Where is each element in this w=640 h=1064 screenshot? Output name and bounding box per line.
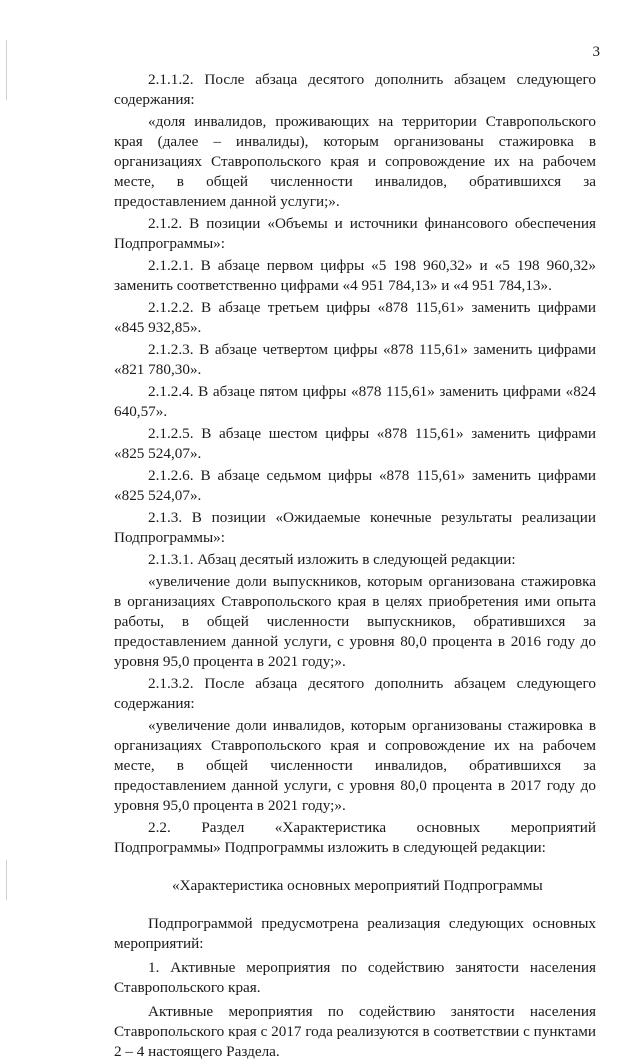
paragraph: «увеличение доли выпускников, которым организована стажировка в организациях Ставропольского края в целях приобретения ими опыта работы, в общей численности выпускников, обратившихся за предоставлением данной услуги, с уровня 80,0 процента в 2016 году до уровня 95,0 процента в 2021 году;». [114,573,596,670]
paragraph: 2.1.2.2. В абзаце третьем цифры «878 115,61» заменить цифрами «845 932,85». [114,299,596,336]
paragraph: 2.1.1.2. После абзаца десятого дополнить абзацем следующего содержания: [114,71,596,108]
paragraph: 2.2. Раздел «Характеристика основных мероприятий Подпрограммы» Подпрограммы изложить в следующей редакции: [114,819,596,856]
paragraph: 2.1.2.5. В абзаце шестом цифры «878 115,61» заменить цифрами «825 524,07». [114,425,596,462]
scan-edge-mark [6,40,7,100]
paragraph: Активные мероприятия по содействию занятости населения Ставропольского края с 2017 года реализуются в соответствии с пунктами 2 – 4 настоящего Раздела. [114,1003,596,1060]
paragraph: 1. Активные мероприятия по содействию занятости населения Ставропольского края. [114,959,596,996]
paragraph: «увеличение доли инвалидов, которым организованы стажировка в организациях Ставропольского края и сопровождение их на рабочем месте, в общей численности инвалидов, обратившихся за предоставлением данной услуги, с уровня 80,0 процента в 2017 году до уровня 95,0 процента в 2021 году;». [114,717,596,814]
paragraph: 2.1.2.1. В абзаце первом цифры «5 198 960,32» и «5 198 960,32» заменить соответственно цифрами «4 951 784,13» и «4 951 784,13». [114,257,596,294]
page-number: 3 [592,44,600,60]
paragraph: 2.1.3. В позиции «Ожидаемые конечные результаты реализации Подпрограммы»: [114,509,596,546]
paragraph: 2.1.2.4. В абзаце пятом цифры «878 115,61» заменить цифрами «824 640,57». [114,383,596,420]
paragraph: Подпрограммой предусмотрена реализация следующих основных мероприятий: [114,915,596,952]
document-body [114,70,596,1064]
paragraph: «доля инвалидов, проживающих на территории Ставропольского края (далее – инвалиды), которым организованы стажировка в организациях Ставропольского края и сопровождение их на рабочем месте, в общей численности инвалидов, обратившихся за предоставлением данной услуги;». [114,113,596,210]
scan-edge-mark [6,860,7,900]
paragraph: 2.1.2.6. В абзаце седьмом цифры «878 115,61» заменить цифрами «825 524,07». [114,467,596,504]
paragraph: 2.1.2.3. В абзаце четвертом цифры «878 115,61» заменить цифрами «821 780,30». [114,341,596,378]
paragraph: 2.1.3.1. Абзац десятый изложить в следующей редакции: [148,551,516,568]
paragraph: 2.1.2. В позиции «Объемы и источники финансового обеспечения Подпрограммы»: [114,215,596,252]
section-title: «Характеристика основных мероприятий Подпрограммы [172,877,543,894]
paragraph: 2.1.3.2. После абзаца десятого дополнить абзацем следующего содержания: [114,675,596,712]
